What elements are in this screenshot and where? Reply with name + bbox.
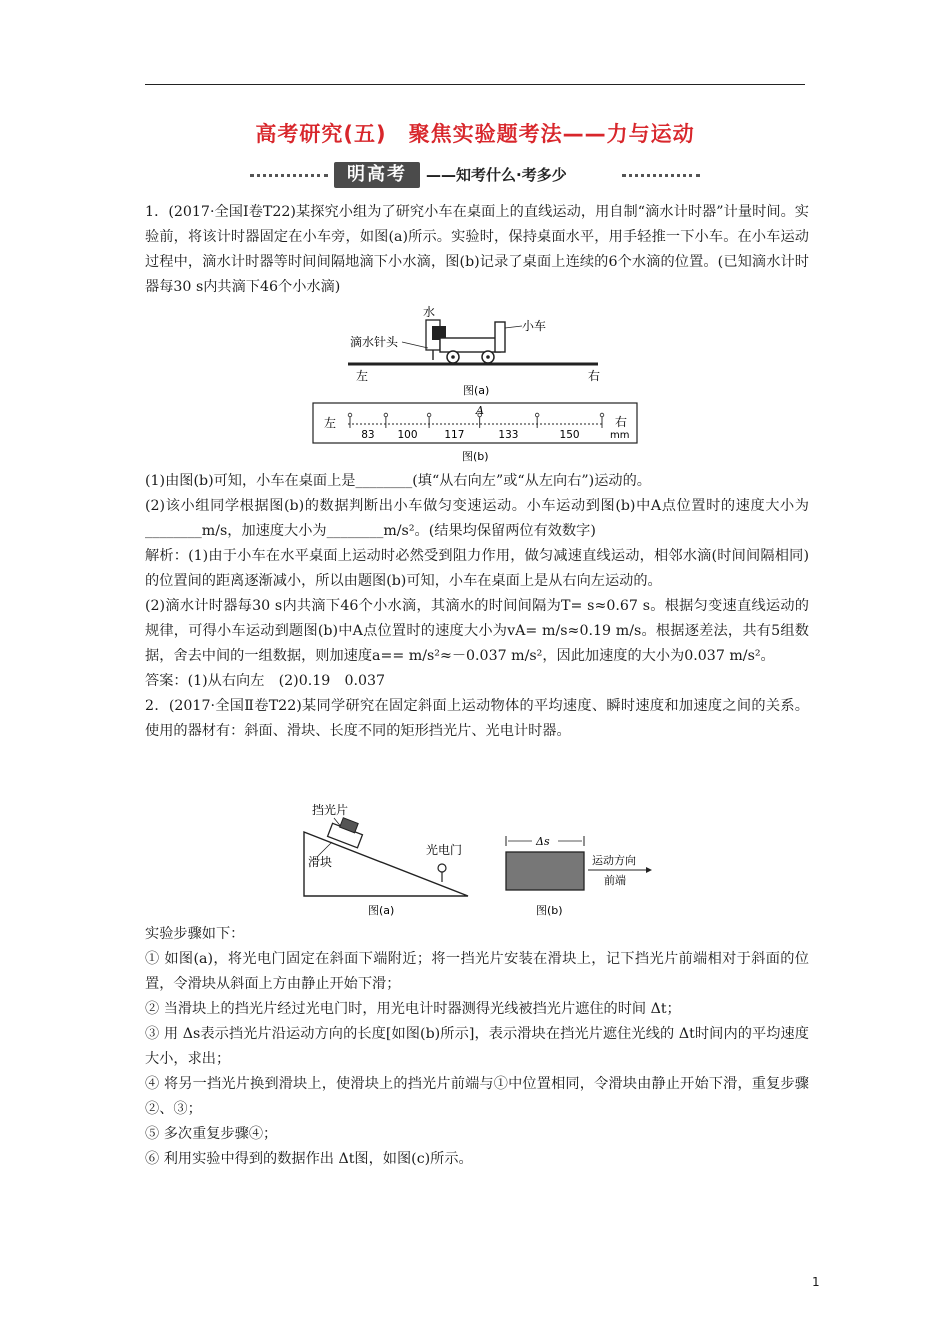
drop-point	[348, 413, 352, 417]
q1-analysis1: 解析：(1)由于小车在水平桌面上运动时必然受到阻力作用，做匀减速直线运动，相邻水滴(时间间隔相同)的位置间的距离逐渐减小，所以由题图(b)可知，小车在桌面上是从右向左运动的。	[145, 548, 809, 589]
page-title	[0, 118, 950, 148]
banner-badge: 明高考	[334, 162, 420, 188]
car-axle-right	[486, 355, 490, 359]
q1-figure-b	[312, 402, 642, 464]
fig2a-caption: 图(a)	[368, 904, 395, 917]
q2-steps	[145, 922, 809, 1172]
banner-dots-left	[250, 174, 328, 177]
step-6: ⑥ 利用实验中得到的数据作出 Δt图，如图(c)所示。	[145, 1151, 473, 1167]
dir-arrow-head	[646, 867, 652, 873]
fig-a-needle-label: 滴水针头	[350, 335, 399, 349]
gate-head	[438, 864, 446, 872]
fig2a-gate-label: 光电门	[426, 843, 463, 857]
page-number: 1	[812, 1275, 820, 1289]
fig-a-right-label: 右	[588, 369, 601, 383]
segment-label: 83	[361, 429, 375, 441]
q1-stem: 1．(2017·全国Ⅰ卷T22)某探究小组为了研究小车在桌面上的直线运动，用自制“滴水计时器”计量时间。实验前，将该计时器固定在小车旁，如图(a)所示。实验时，保持桌面水平，用手轻推一下小车。在小车运动过程中，滴水计时器等时间间隔地滴下小水滴，图(b)记录了桌面上连续的6个水滴的位置。(已知滴水计时器每30 s内共滴下46个小水滴)	[145, 204, 809, 295]
banner-subtitle: ——知考什么·考多少	[426, 166, 567, 184]
car-body	[440, 338, 500, 352]
fig-a-caption: 图(a)	[463, 384, 490, 397]
car-pointer	[505, 326, 522, 328]
fig-a-left-label: 左	[356, 369, 369, 383]
q1-stem-block	[145, 200, 809, 300]
step-4: ④ 将另一挡光片换到滑块上，使滑块上的挡光片前端与①中位置相同，令滑块由静止开始下滑，重复步骤②、③；	[145, 1076, 809, 1117]
fig2b-dir-label: 运动方向	[592, 854, 636, 867]
fig2b-front-label: 前端	[604, 874, 626, 887]
drop-point	[535, 413, 539, 417]
segment-label: 117	[444, 429, 465, 441]
section-banner	[250, 160, 700, 190]
q1-figure-a	[340, 300, 610, 398]
needle-pointer	[402, 342, 428, 348]
q1-body	[145, 469, 809, 744]
fig-b-point-a: A	[476, 404, 484, 417]
q2-figure-a	[298, 802, 478, 920]
q2-stem: 2．(2017·全国Ⅱ卷T22)某同学研究在固定斜面上运动物体的平均速度、瞬时速度和加速度之间的关系。使用的器材有：斜面、滑块、长度不同的矩形挡光片、光电计时器。	[145, 698, 809, 739]
fig-a-car-label: 小车	[522, 319, 547, 333]
q1-analysis2: (2)滴水计时器每30 s内共滴下46个小水滴，其滴水的时间间隔为T= s≈0.67 s。根据匀变速直线运动的规律，可得小车运动到题图(b)中A点位置时的速度大小为vA= m/s≈0.19 m/s。根据逐差法，共有5组数据，舍去中间的一组数据，则加速度a== m/s²≈－0.037 m/s²，因此加速度的大小为0.037 m/s²。	[145, 598, 809, 664]
drop-point	[384, 413, 388, 417]
fig2a-shade-label: 挡光片	[312, 803, 349, 817]
banner-dots-right	[622, 174, 700, 177]
q1-answer: 答案：(1)从右向左 (2)0.19 0.037	[145, 673, 386, 689]
title-part2: 聚焦实验题考法——力与运动	[408, 122, 695, 146]
fig-b-unit: mm	[610, 430, 630, 441]
car-axle-left	[451, 355, 455, 359]
header-rule	[145, 84, 805, 85]
segment-label: 150	[559, 429, 580, 441]
step-5: ⑤ 多次重复步骤④；	[145, 1126, 278, 1142]
fig2b-caption: 图(b)	[536, 904, 563, 917]
car-back	[495, 322, 505, 352]
q1-sub2: (2)该小组同学根据图(b)的数据判断出小车做匀变速运动。小车运动到图(b)中A点位置时的速度大小为________m/s，加速度大小为________m/s²。(结果均保留两位有效数字)	[145, 498, 809, 539]
fig2b-delta-label: Δs	[536, 835, 550, 848]
q1-sub1: (1)由图(b)可知，小车在桌面上是________(填“从右向左”或“从左向右”)运动的。	[145, 473, 651, 489]
segment-label: 100	[397, 429, 418, 441]
shade-plate-rect	[506, 852, 584, 890]
step-1: ① 如图(a)，将光电门固定在斜面下端附近；将一挡光片安装在滑块上，记下挡光片前端相对于斜面的位置，令滑块从斜面上方由静止开始下滑；	[145, 951, 809, 992]
drop-point	[600, 413, 604, 417]
fig-b-left-label: 左	[324, 416, 337, 430]
step-3: ③ 用 Δs表示挡光片沿运动方向的长度[如图(b)所示]，表示滑块在挡光片遮住光线的 Δt时间内的平均速度大小，求出；	[145, 1026, 809, 1067]
title-part1: 高考研究(五)	[255, 122, 387, 146]
fig-b-caption: 图(b)	[462, 450, 489, 463]
step-2: ② 当滑块上的挡光片经过光电门时，用光电计时器测得光线被挡光片遮住的时间 Δt；	[145, 1001, 681, 1017]
steps-intro: 实验步骤如下：	[145, 926, 245, 942]
fig-b-right-label: 右	[615, 415, 628, 429]
segment-label: 133	[498, 429, 519, 441]
drop-point	[427, 413, 431, 417]
fig-a-water-label: 水	[423, 305, 436, 319]
q2-figure-b	[500, 832, 660, 920]
fig2a-slider-label: 滑块	[308, 855, 333, 869]
